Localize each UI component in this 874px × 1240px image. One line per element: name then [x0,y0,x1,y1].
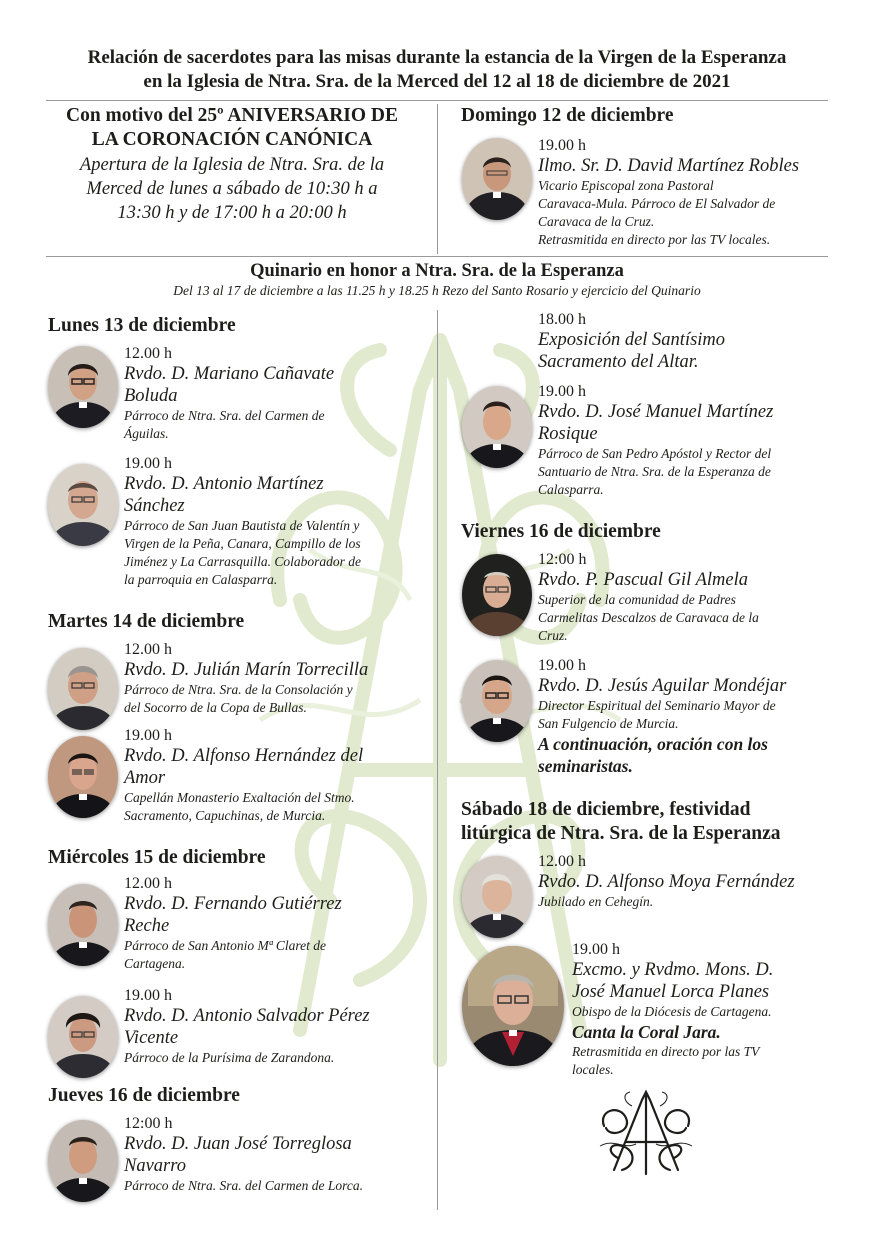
title-line-2: en la Iglesia de Ntra. Sra. de la Merced del 12 al 18 de diciembre de 2021 [143,71,731,92]
entry-name: Boluda [124,386,178,406]
entry-desc: Párroco de San Antonio Mª Claret de [124,938,326,953]
day-heading-monday: Lunes 13 de diciembre [48,315,236,336]
entry-desc: Capellán Monasterio Exaltación del Stmo. [124,790,355,805]
bishop-photo-jose-manuel-lorca [462,946,564,1066]
priest-photo-jose-manuel-martinez [462,386,532,468]
priest-photo-alfonso-hernandez [48,736,118,818]
entry-thursday-2 [538,310,838,373]
entry-name: Ilmo. Sr. D. David Martínez Robles [538,156,800,176]
entry-desc: Cruz. [538,628,568,643]
divider-middle [46,256,828,257]
entry-name: Rvdo. D. Juan José Torreglosa [124,1134,352,1154]
entry-desc: Calasparra. [538,482,604,497]
entry-time: 12:00 h [124,1115,173,1132]
document-title [30,46,844,94]
anniversary-title-1: Con motivo del 25º ANIVERSARIO DE [65,105,398,126]
opening-hours-1: Apertura de la Iglesia de Ntra. Sra. de la [79,155,385,175]
entry-name: Rvdo. D. Antonio Salvador Pérez [124,1006,370,1026]
entry-name: Rvdo. P. Pascual Gil Almela [538,570,748,590]
entry-note: A continuación, oración con los [538,734,768,754]
entry-time: 19.00 h [124,987,172,1004]
entry-friday-2 [538,656,838,777]
entry-desc: Párroco de la Purísima de Zarandona. [124,1050,335,1065]
opening-hours-2: Merced de lunes a sábado de 10:30 h a [86,179,378,199]
entry-friday-1 [538,550,838,645]
entry-name: Rvdo. D. Mariano Cañavate [124,364,335,384]
priest-photo-fernando-gutierrez [48,884,118,966]
entry-desc: Cartagena. [124,956,186,971]
priest-photo-pascual-gil [462,554,532,636]
day-heading-friday: Viernes 16 de diciembre [461,521,661,542]
entry-desc: Virgen de la Peña, Canara, Campillo de los [124,536,361,551]
entry-note: seminaristas. [538,756,633,776]
entry-time: 19.00 h [124,455,172,472]
entry-time: 12.00 h [124,641,172,658]
entry-sunday [538,136,838,249]
anniversary-title-2: LA CORONACIÓN CANÓNICA [91,129,373,150]
entry-desc: Superior de la comunidad de Padres [538,592,736,607]
entry-name: Exposición del Santísimo [538,330,726,350]
entry-time: 12:00 h [538,551,587,568]
entry-tuesday-2 [124,726,424,825]
entry-time: 19.00 h [572,941,620,958]
entry-time: 19.00 h [538,657,586,674]
priest-photo-mariano-canavate [48,346,118,428]
entry-desc: Santuario de Ntra. Sra. de la Esperanza de [538,464,771,479]
entry-name: Excmo. y Rvdmo. Mons. D. [572,960,774,980]
entry-wednesday-2 [124,986,424,1067]
entry-desc: Águilas. [124,426,169,441]
entry-name: Rvdo. D. José Manuel Martínez [538,402,774,422]
entry-desc: Párroco de San Pedro Apóstol y Rector del [538,446,772,461]
entry-name: Rosique [538,424,598,444]
entry-desc: Carmelitas Descalzos de Caravaca de la [538,610,759,625]
priest-photo-david-martinez [462,138,532,220]
entry-desc: Párroco de San Juan Bautista de Valentín y [124,518,360,533]
priest-photo-juan-jose-torreglosa [48,1120,118,1202]
entry-desc: locales. [572,1062,614,1077]
entry-desc: Párroco de Ntra. Sra. de la Consolación y [124,682,353,697]
day-heading-tuesday: Martes 14 de diciembre [48,611,245,632]
quinario-subtitle: Del 13 al 17 de diciembre a las 11.25 h y 18.25 h Rezo del Santo Rosario y ejercicio del Quinario [173,283,701,298]
entry-name: Rvdo. D. Jesús Aguilar Mondéjar [538,676,787,696]
entry-time: 12.00 h [124,345,172,362]
entry-tuesday-1 [124,640,424,717]
anniversary-block [40,104,424,224]
entry-name: Sacramento del Altar. [538,352,699,372]
priest-photo-julian-marin [48,648,118,730]
day-heading-saturday [461,798,781,846]
title-line-1: Relación de sacerdotes para las misas durante la estancia de la Virgen de la Esperanza [87,47,787,68]
entry-name: Reche [124,916,170,936]
entry-name: Vicente [124,1028,179,1048]
entry-desc: Retrasmitida en directo por las TV [572,1044,760,1059]
entry-note: Canta la Coral Jara. [572,1022,721,1042]
entry-desc: Párroco de Ntra. Sra. del Carmen de Lorca. [124,1178,363,1193]
entry-name: Rvdo. D. Julián Marín Torrecilla [124,660,369,680]
entry-name: José Manuel Lorca Planes [572,982,770,1002]
day-heading-thursday: Jueves 16 de diciembre [48,1085,240,1106]
entry-desc: la parroquia en Calasparra. [124,572,278,587]
day-heading-wednesday: Miércoles 15 de diciembre [48,847,266,868]
entry-desc: Vicario Episcopal zona Pastoral [538,178,714,193]
entry-time: 19.00 h [538,383,586,400]
entry-time: 19.00 h [538,137,586,154]
entry-name: Rvdo. D. Alfonso Hernández del [124,746,364,766]
priest-photo-antonio-martinez [48,464,118,546]
entry-name: Rvdo. D. Antonio Martínez [124,474,324,494]
divider-top [46,100,828,101]
priest-photo-jesus-aguilar [462,660,532,742]
divider-vertical-top [437,104,438,254]
entry-time: 19.00 h [124,727,172,744]
entry-desc: Jiménez y La Carrasquilla. Colaborador de [124,554,362,569]
entry-desc: Obispo de la Diócesis de Cartagena. [572,1004,772,1019]
entry-time: 18.00 h [538,311,586,328]
entry-name: Sánchez [124,496,185,516]
priest-photo-antonio-salvador [48,996,118,1078]
opening-hours-3: 13:30 h y de 17:00 h a 20:00 h [117,203,347,223]
entry-name: Rvdo. D. Alfonso Moya Fernández [538,872,795,892]
entry-saturday-2 [572,940,842,1079]
entry-desc: Sacramento, Capuchinas, de Murcia. [124,808,326,823]
entry-thursday-3 [538,382,838,499]
day-heading-sunday: Domingo 12 de diciembre [461,105,674,126]
entry-time: 12.00 h [124,875,172,892]
entry-desc: Párroco de Ntra. Sra. del Carmen de [124,408,325,423]
saturday-heading-line-2: litúrgica de Ntra. Sra. de la Esperanza [461,823,781,844]
quinario-title: Quinario en honor a Ntra. Sra. de la Esperanza [250,261,624,281]
entry-monday-1 [124,344,424,443]
entry-name: Rvdo. D. Fernando Gutiérrez [124,894,342,914]
entry-desc: Caravaca de la Cruz. [538,214,655,229]
entry-time: 12.00 h [538,853,586,870]
entry-name: Navarro [124,1156,187,1176]
entry-desc: Retrasmitida en directo por las TV locales. [538,232,771,247]
priest-photo-alfonso-moya [462,856,532,938]
entry-desc: Director Espiritual del Seminario Mayor de [538,698,776,713]
entry-desc: San Fulgencio de Murcia. [538,716,679,731]
marian-monogram-icon [596,1086,696,1178]
entry-name: Amor [124,768,166,788]
divider-vertical-main [437,310,438,1210]
quinario-block [30,260,844,300]
entry-desc: del Socorro de la Copa de Bullas. [124,700,307,715]
saturday-heading-line-1: Sábado 18 de diciembre, festividad [461,799,751,820]
entry-saturday-1 [538,852,838,911]
entry-thursday-1 [124,1114,424,1195]
entry-wednesday-1 [124,874,424,973]
entry-desc: Caravaca-Mula. Párroco de El Salvador de [538,196,776,211]
entry-monday-2 [124,454,424,589]
entry-desc: Jubilado en Cehegín. [538,894,654,909]
